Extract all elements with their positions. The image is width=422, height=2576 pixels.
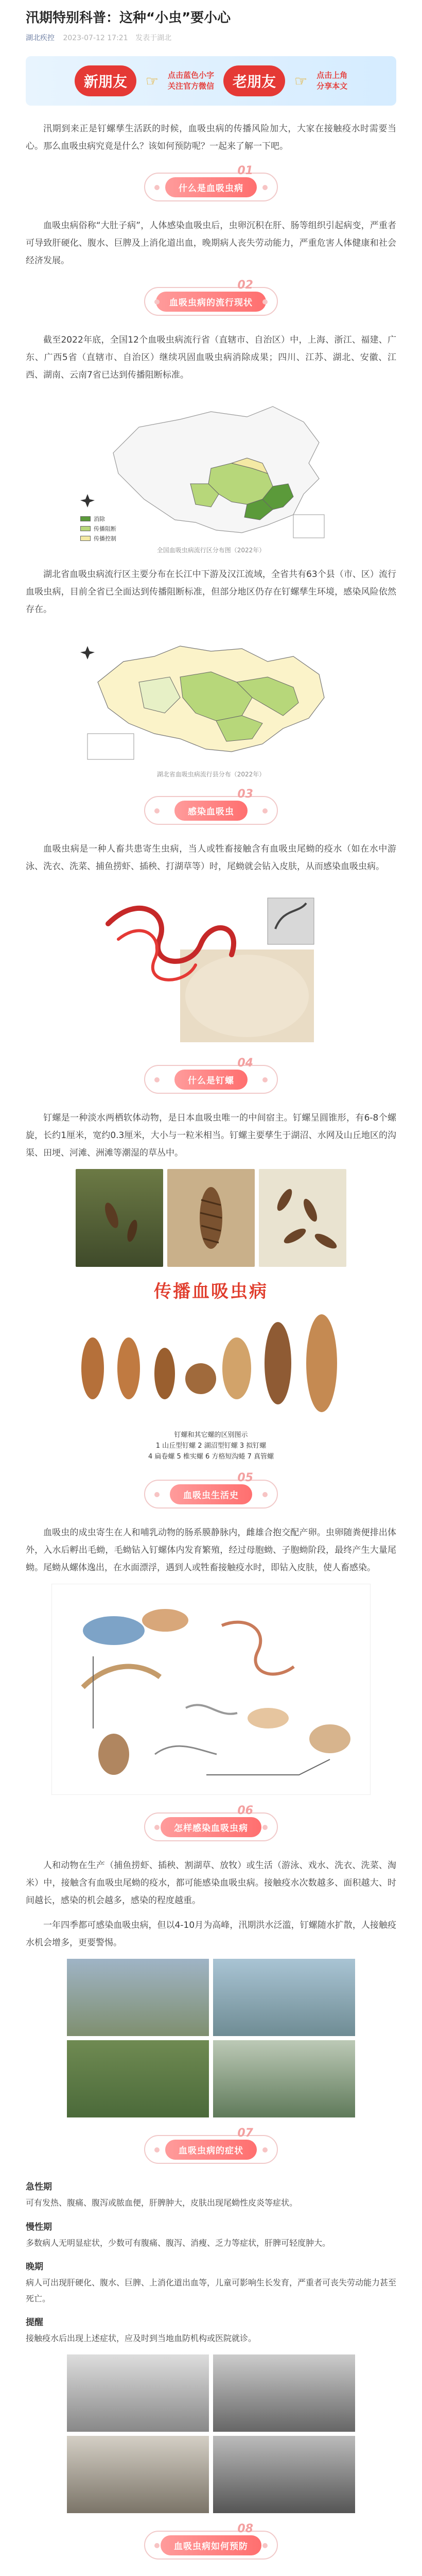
snail-cluster-image	[259, 1169, 346, 1267]
status-paragraph-1: 截至2022年底，全国12个血吸虫病流行省（直辖市、自治区）中，上海、浙江、福建、广东、广西5省（直辖市、自治区）继续巩固血吸虫病消除成果；四川、江苏、湖北、安徽、江西、湖南、云南7省已达到传播阻断标准。	[26, 335, 396, 381]
legend-row	[80, 534, 116, 543]
hubei-map-figure	[77, 625, 345, 770]
patient-photo-grid	[67, 2354, 355, 2513]
legend-label: 消除	[94, 516, 105, 523]
how-paragraph-1: 人和动物在生产（捕鱼捞虾、插秧、割湖草、放牧）或生活（游泳、戏水、洗衣、洗菜、淘米）中，接触含有血吸虫尾蚴的疫水，都可能感染血吸虫病。接触疫水次数越多、面积越大、时间越长，感染的机会越多，感染的程度越重。	[26, 1860, 396, 1906]
symptom-heading: 提醒	[26, 2317, 43, 2328]
exposure-photo	[67, 1959, 209, 2036]
section-number: 06	[237, 1804, 253, 1818]
decor-dot	[262, 1077, 268, 1082]
hubei-map-caption: 湖北省血吸虫病流行县分布（2022年）	[156, 771, 266, 778]
follow-tip: 点击蓝色小字 关注官方微信	[167, 71, 214, 91]
lifecycle-diagram	[51, 1584, 371, 1795]
decor-dot	[154, 1492, 160, 1497]
section-title: 血吸虫病如何预防	[161, 2535, 261, 2555]
patient-photo	[67, 2354, 209, 2432]
decor-dot	[154, 1077, 160, 1082]
symptom-text: 接触疫水后出现上述症状，应及时到当地血防机构或医院就诊。	[26, 2333, 257, 2344]
intro-paragraph: 汛期到来正是钉螺孳生活跃的时候，血吸虫病的传播风险加大，大家在接触疫水时需要当心。那么血吸虫病究竟是什么？该如何预防呢？一起来了解一下吧。	[26, 124, 396, 152]
section-header-status	[144, 279, 278, 316]
snail-closeup-image	[167, 1169, 255, 1267]
old-friend-badge: 老朋友	[223, 65, 285, 96]
decor-dot	[154, 808, 160, 814]
snail-closeup-photo	[167, 1169, 255, 1267]
follow-banner[interactable]	[26, 56, 396, 106]
decor-dot	[154, 185, 160, 190]
section-header-infect	[144, 788, 278, 825]
section-number: 04	[237, 1057, 253, 1070]
section-header-snail	[144, 1057, 278, 1094]
lifecycle-image	[52, 1584, 371, 1795]
symptom-text: 多数病人无明显症状，少数可有腹痛、腹泻、消瘦、乏力等症状，肝脾可轻度肿大。	[26, 2238, 331, 2248]
section-title: 血吸虫病的流行现状	[156, 292, 266, 312]
section-title: 感染血吸虫	[174, 801, 248, 821]
what-paragraph: 血吸虫病俗称“大肚子病”，人体感染血吸虫后，虫卵沉积在肝、肠等组织引起病变，严重者可导致肝硬化、腹水、巨脾及上消化道出血，晚期病人丧失劳动能力，严重危害人体健康和社会经济发展。	[26, 221, 396, 266]
snail-on-grass-image	[76, 1169, 163, 1267]
section-title: 血吸虫病的症状	[165, 2140, 257, 2160]
section-title: 什么是钉螺	[174, 1070, 248, 1090]
symptom-text: 可有发热、腹痛、腹泻或脓血便，肝脾肿大，皮肤出现尾蚴性皮炎等症状。	[26, 2198, 298, 2208]
section-number: 05	[237, 1471, 253, 1485]
article-title: 汛期特别科普：这种“小虫”要小心	[26, 10, 231, 26]
section-title: 血吸虫生活史	[170, 1484, 252, 1504]
new-friend-badge: 新朋友	[75, 65, 136, 96]
snail-paragraph: 钉螺是一种淡水两栖软体动物，是日本血吸虫唯一的中间宿主。钉螺呈圆锥形，有6-8个螺旋，长约1厘米，宽约0.3厘米，大小与一粒米相当。钉螺主要孳生于湖沼、水网及山丘地区的沟渠、田埂、河滩、洲滩等潮湿的草丛中。	[26, 1113, 396, 1159]
hubei-map-image	[77, 625, 345, 770]
patient-photo	[213, 2436, 355, 2513]
legend-row	[80, 524, 116, 533]
decor-dot	[154, 2543, 160, 2548]
patient-photo	[67, 2436, 209, 2513]
infect-paragraph: 血吸虫病是一种人畜共患寄生虫病，当人或牲畜接触含有血吸虫尾蚴的疫水（如在水中游泳、洗衣、洗菜、捕鱼捞虾、插秧、打湖草等）时，尾蚴就会钻入皮肤，从而感染血吸虫病。	[26, 844, 396, 872]
decor-dot	[262, 299, 268, 304]
lifecycle-paragraph: 血吸虫的成虫寄生在人和哺乳动物的肠系膜静脉内，雌雄合抱交配产卵。虫卵随粪便排出体外，入水后孵出毛蚴，毛蚴钻入钉螺体内发育繁殖，经过母胞蚴、子胞蚴阶段，最终产生大量尾蚴。尾蚴从螺体逸出，在水面漂浮，遇到人或牲畜接触疫水时，即钻入皮肤，使人畜感染。	[26, 1528, 396, 1573]
snail-photo-row	[26, 1169, 396, 1267]
symptom-heading: 慢性期	[26, 2222, 52, 2232]
exposure-photo	[213, 1959, 355, 2036]
snail-comparison-board	[67, 1277, 355, 1462]
exposure-photo-grid	[67, 1959, 355, 2117]
snail-cluster-photo	[259, 1169, 346, 1267]
china-map-image	[77, 391, 345, 546]
section-title: 怎样感染血吸虫病	[161, 1817, 261, 1837]
symptoms-list	[26, 2179, 396, 2346]
china-map-figure	[77, 391, 345, 546]
snail-habitat-photo	[76, 1169, 163, 1267]
pointing-hand-icon: ☞	[145, 72, 159, 90]
decor-dot	[262, 1825, 268, 1830]
section-number: 01	[237, 164, 253, 178]
worm-image	[77, 883, 345, 1047]
map-caption: 全国血吸虫病流行区分布图（2022年）	[156, 547, 266, 554]
pointing-hand-icon: ☞	[294, 72, 308, 90]
decor-dot	[262, 2543, 268, 2548]
symptom-heading: 急性期	[26, 2182, 52, 2193]
legend-row	[80, 515, 116, 523]
section-title: 什么是血吸虫病	[165, 177, 257, 197]
status-paragraph-2: 湖北省血吸虫病流行区主要分布在长江中下游及汉江流域，全省共有63个县（市、区）流行血吸虫病，目前全省已全面达到传播阻断标准，但部分地区仍存在钉螺孳生环境，感染风险依然存在。	[26, 569, 396, 615]
exposure-photo	[67, 2040, 209, 2117]
patient-photo	[213, 2354, 355, 2432]
decor-dot	[154, 2147, 160, 2153]
section-number: 08	[237, 2522, 253, 2536]
publish-date: 2023-07-12 17:21	[63, 34, 128, 43]
snail-board-title: 传播血吸虫病	[154, 1281, 268, 1302]
section-number: 03	[237, 788, 253, 801]
snail-comparison-image	[67, 1307, 355, 1425]
section-number: 02	[237, 279, 253, 292]
legend-label: 传播阻断	[94, 526, 116, 533]
section-number: 07	[237, 2127, 253, 2140]
how-paragraph-2: 一年四季都可感染血吸虫病，但以4-10月为高峰，汛期洪水泛滥，钉螺随水扩散，人接触疫水机会增多，更要警惕。	[26, 1920, 396, 1948]
section-header-lifecycle	[144, 1471, 278, 1509]
section-header-prevention	[144, 2522, 278, 2560]
author-link[interactable]: 湖北疾控	[26, 34, 55, 43]
symptom-heading: 晚期	[26, 2262, 43, 2273]
decor-dot	[154, 1825, 160, 1830]
decor-dot	[262, 1492, 268, 1497]
symptom-text: 病人可出现肝硬化、腹水、巨脾、上消化道出血等，儿童可影响生长发育，严重者可丧失劳动能力甚至死亡。	[26, 2278, 397, 2303]
worm-figure	[77, 883, 345, 1047]
share-tip: 点击上角 分享本文	[316, 71, 348, 91]
decor-dot	[262, 2147, 268, 2153]
decor-dot	[262, 808, 268, 814]
map-legend	[80, 513, 116, 543]
decor-dot	[262, 185, 268, 190]
snail-board-caption: 钉螺和其它螺的区别图示 1 山丘型钉螺 2 湖沼型钉螺 3 拟钉螺 4 扁卷螺 5 椎实螺 6 方格短沟蜷 7 真管螺	[148, 1431, 274, 1461]
legend-label: 传播控制	[94, 535, 116, 543]
legend-swatch	[80, 526, 91, 531]
exposure-photo	[213, 2040, 355, 2117]
article-meta	[26, 32, 396, 43]
section-header-symptoms	[144, 2127, 278, 2164]
publish-place: 发表于湖北	[135, 34, 172, 43]
section-header-what	[144, 164, 278, 201]
legend-swatch	[80, 536, 91, 541]
section-header-how	[144, 1804, 278, 1841]
legend-swatch	[80, 516, 91, 521]
